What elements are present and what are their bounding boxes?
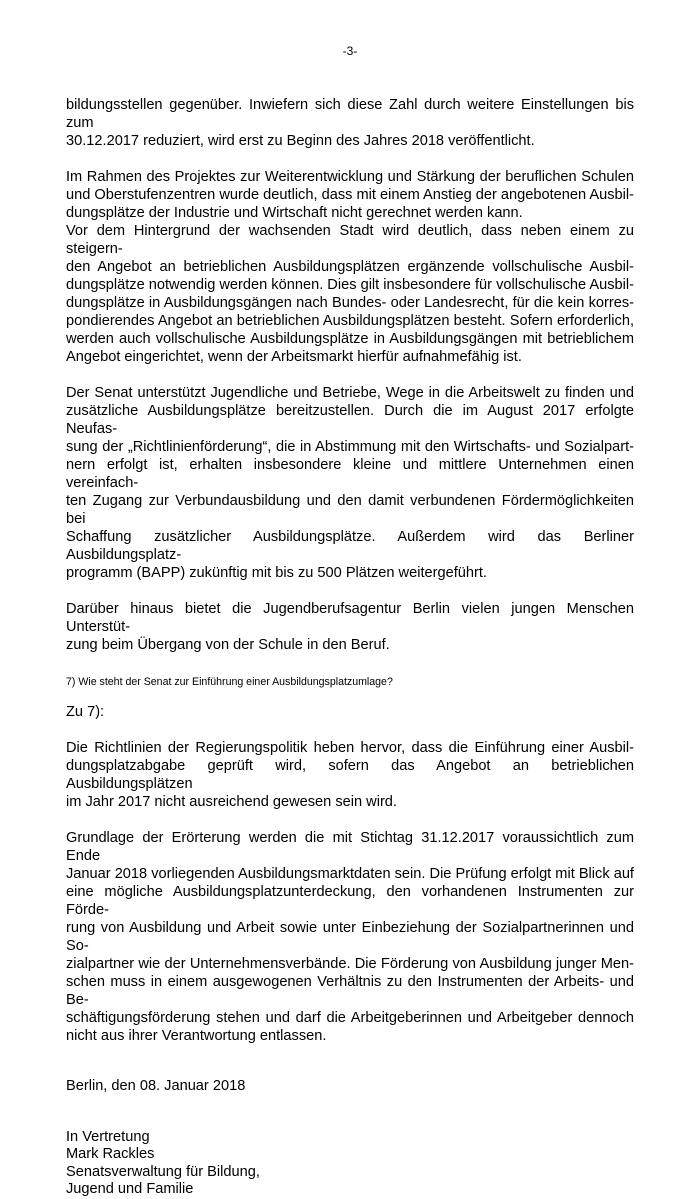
- paragraph-hintergrund: [66, 222, 634, 366]
- paragraph-line: zusätzliche Ausbildungsplätze bereitzustellen. Durch die im August 2017 erfolgte Neufas-: [66, 403, 634, 437]
- paragraph-line: Der Senat unterstützt Jugendliche und Betriebe, Wege in die Arbeitswelt zu finden und: [66, 385, 634, 401]
- paragraph-line: nicht aus ihrer Verantwortung entlassen.: [66, 1028, 327, 1044]
- paragraph-line: den Angebot an betrieblichen Ausbildungsplätzen ergänzende vollschulische Ausbil-: [66, 259, 634, 275]
- paragraph-richtlinien: [66, 739, 634, 811]
- paragraph-line: dungsplätze der Industrie und Wirtschaft nicht gerechnet werden kann.: [66, 205, 523, 221]
- signature-block: [66, 1129, 634, 1199]
- document-body: [66, 96, 634, 1199]
- paragraph-line: dungsplätze notwendig werden können. Dies gilt insbesondere für vollschulische Ausbil-: [66, 277, 634, 293]
- paragraph-line: Darüber hinaus bietet die Jugendberufsagentur Berlin vielen jungen Menschen Unterstüt-: [66, 601, 634, 635]
- paragraph-line: Schaffung zusätzlicher Ausbildungsplätze. Außerdem wird das Berliner Ausbildungsplatz-: [66, 529, 634, 563]
- paragraph-line: und Oberstufenzentren wurde deutlich, dass mit einem Anstieg der angebotenen Ausbil-: [66, 187, 634, 203]
- signatory-name: Mark Rackles: [66, 1146, 155, 1163]
- paragraph-line: eine mögliche Ausbildungsplatzunterdeckung, den vorhandenen Instrumenten zur Förde-: [66, 884, 634, 918]
- place-date: Berlin, den 08. Januar 2018: [66, 1078, 246, 1094]
- paragraph-line: sung der „Richtlinienförderung“, die in Abstimmung mit den Wirtschafts- und Sozialpart-: [66, 439, 634, 455]
- question-7: 7) Wie steht der Senat zur Einführung einer Ausbildungsplatzumlage?: [66, 676, 393, 688]
- paragraph-line: werden auch vollschulische Ausbildungsplätze in Ausbildungsgängen mit betrieblichem: [66, 331, 634, 347]
- paragraph-line: zialpartner wie der Unternehmensverbände. Die Förderung von Ausbildung junger Men-: [66, 956, 634, 972]
- paragraph-line: 30.12.2017 reduziert, wird erst zu Beginn des Jahres 2018 veröffentlicht.: [66, 133, 535, 149]
- paragraph-line: Grundlage der Erörterung werden die mit Stichtag 31.12.2017 voraussichtlich zum Ende: [66, 830, 634, 864]
- paragraph-continuation: [66, 96, 634, 150]
- paragraph-line: rung von Ausbildung und Arbeit sowie unter Einbeziehung der Sozialpartnerinnen und So-: [66, 920, 634, 954]
- paragraph-line: Die Richtlinien der Regierungspolitik heben hervor, dass die Einführung einer Ausbil-: [66, 740, 634, 756]
- paragraph-line: dungsplätze in Ausbildungsgängen nach Bundes- oder Landesrecht, für die kein korres-: [66, 295, 634, 311]
- paragraph-line: nern erfolgt ist, erhalten insbesondere kleine und mittlere Unternehmen einen vereinfach-: [66, 457, 634, 491]
- paragraph-line: pondierendes Angebot an betrieblichen Ausbildungsplätzen besteht. Sofern erforderlich,: [66, 313, 634, 329]
- paragraph-line: ten Zugang zur Verbundausbildung und den damit verbundenen Fördermöglichkeiten bei: [66, 493, 634, 527]
- paragraph-line: bildungsstellen gegenüber. Inwiefern sich diese Zahl durch weitere Einstellungen bis zum: [66, 97, 634, 131]
- page-number: -3-: [342, 44, 358, 58]
- paragraph-jugendberufsagentur: [66, 600, 634, 654]
- signature-line: Senatsverwaltung für Bildung,: [66, 1163, 260, 1180]
- paragraph-senat-unterstuetzt: [66, 384, 634, 582]
- paragraph-line: Angebot eingerichtet, wenn der Arbeitsmarkt hierfür aufnahmefähig ist.: [66, 349, 522, 365]
- paragraph-line: programm (BAPP) zukünftig mit bis zu 500 Plätzen weitergeführt.: [66, 565, 487, 581]
- answer-heading: Zu 7):: [66, 704, 105, 720]
- paragraph-line: im Jahr 2017 nicht ausreichend gewesen sein wird.: [66, 794, 397, 810]
- paragraph-line: dungsplatzabgabe geprüft wird, sofern das Angebot an betrieblichen Ausbildungsplätzen: [66, 758, 634, 792]
- paragraph-line: zung beim Übergang von der Schule in den Beruf.: [66, 637, 390, 653]
- signature-line: Jugend und Familie: [66, 1181, 194, 1198]
- paragraph-projekt: [66, 168, 634, 222]
- paragraph-line: Im Rahmen des Projektes zur Weiterentwicklung und Stärkung der beruflichen Schulen: [66, 169, 634, 185]
- paragraph-line: Vor dem Hintergrund der wachsenden Stadt wird deutlich, dass neben einem zu steigern-: [66, 223, 634, 257]
- paragraph-line: Januar 2018 vorliegenden Ausbildungsmarktdaten sein. Die Prüfung erfolgt mit Blick auf: [66, 866, 634, 882]
- signature-line: In Vertretung: [66, 1129, 150, 1145]
- paragraph-grundlage: [66, 829, 634, 1045]
- paragraph-line: schäftigungsförderung stehen und darf die Arbeitgeberinnen und Arbeitgeber dennoch: [66, 1010, 634, 1026]
- paragraph-line: schen muss in einem ausgewogenen Verhältnis zu den Instrumenten der Arbeits- und Be-: [66, 974, 634, 1008]
